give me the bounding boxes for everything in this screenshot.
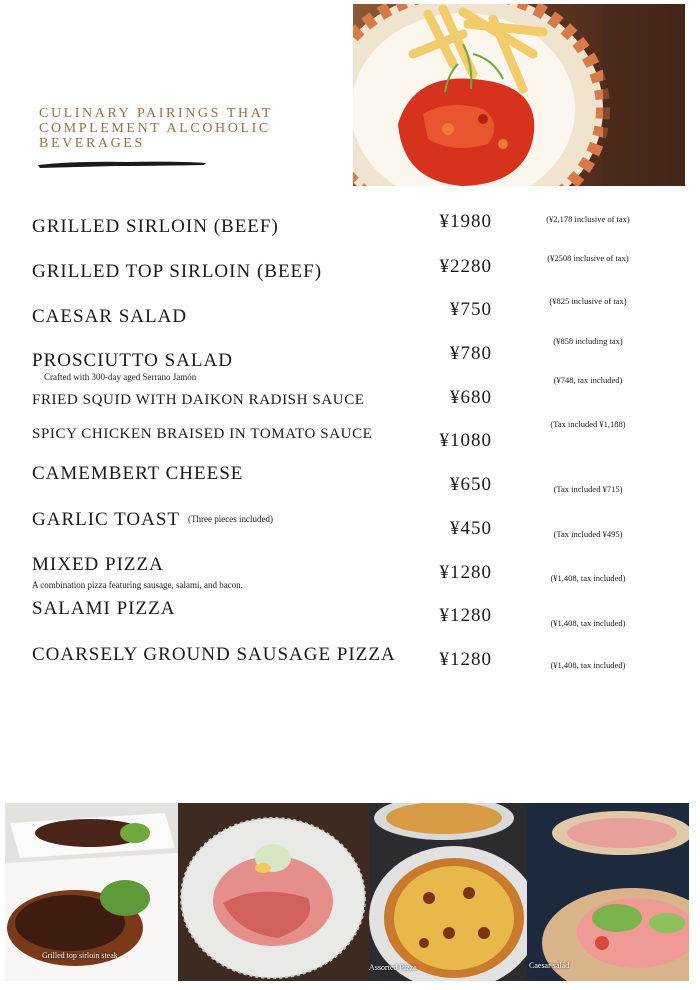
menu-item-tax-note: (¥825 inclusive of tax) [549, 296, 627, 306]
menu-item-description: A combination pizza featuring sausage, salami, and bacon. [32, 580, 243, 590]
menu-item-tax-note: (¥1,408, tax included) [550, 618, 626, 628]
menu-item-price: ¥1980 [439, 211, 492, 232]
menu-item-name: COARSELY GROUND SAUSAGE PIZZA [32, 644, 396, 665]
menu-item-tax-note: (¥858 including tax) [553, 336, 623, 346]
photo-grilled-steak [5, 803, 178, 981]
menu-item-description: (Three pieces included) [188, 514, 273, 524]
hero-photo-chicken-tomato [353, 4, 685, 186]
menu-item-price: ¥650 [450, 474, 492, 495]
menu-item-name: MIXED PIZZA [32, 554, 164, 575]
menu-item-name: SALAMI PIZZA [32, 598, 176, 619]
menu-item-name: SPICY CHICKEN BRAISED IN TOMATO SAUCE [32, 426, 373, 442]
menu-item-name: CAESAR SALAD [32, 306, 188, 327]
photo-prosciutto-salad [178, 803, 369, 981]
menu-item-description: Crafted with 300-day aged Serrano Jamón [44, 372, 197, 382]
menu-item-tax-note: (Tax included ¥495) [553, 529, 623, 539]
photo-assorted-pizza [369, 803, 527, 981]
menu-item-name: FRIED SQUID WITH DAIKON RADISH SAUCE [32, 392, 365, 408]
menu-item-price: ¥780 [450, 343, 492, 364]
menu-item-name: CAMEMBERT CHEESE [32, 463, 244, 484]
menu-item-price: ¥680 [450, 387, 492, 408]
menu-header-title: CULINARY PAIRINGS THAT COMPLEMENT ALCOHOLIC BEVERAGES [39, 106, 273, 151]
menu-item-name: GRILLED SIRLOIN (BEEF) [32, 216, 279, 237]
menu-item-price: ¥1080 [439, 430, 492, 451]
menu-item-name: PROSCIUTTO SALAD [32, 350, 233, 371]
menu-item-price: ¥750 [450, 299, 492, 320]
menu-item-tax-note: (¥748, tax included) [553, 375, 623, 385]
menu-item-name: GARLIC TOAST [32, 509, 181, 530]
photo-caption-pizza: Assorted Pizza [369, 963, 417, 972]
photo-caption-salad: Caesar salad [529, 961, 570, 970]
menu-item-tax-note: (Tax included ¥1,188) [550, 419, 626, 429]
menu-item-tax-note: (¥1,408, tax included) [550, 660, 626, 670]
menu-item-price: ¥450 [450, 518, 492, 539]
menu-item-tax-note: (Tax included ¥715) [553, 484, 623, 494]
photo-caption-steak: Grilled top sirloin steak [42, 951, 118, 960]
menu-item-price: ¥1280 [439, 605, 492, 626]
menu-item-price: ¥1280 [439, 562, 492, 583]
menu-item-name: GRILLED TOP SIRLOIN (BEEF) [32, 261, 323, 282]
menu-item-tax-note: (¥2,178 inclusive of tax) [546, 214, 630, 224]
menu-item-tax-note: (¥1,408, tax included) [550, 573, 626, 583]
menu-item-price: ¥1280 [439, 649, 492, 670]
photo-caesar-salad [527, 803, 689, 981]
menu-item-price: ¥2280 [439, 256, 492, 277]
brush-stroke-divider [36, 157, 208, 169]
menu-item-tax-note: (¥2508 inclusive of tax) [547, 253, 629, 263]
